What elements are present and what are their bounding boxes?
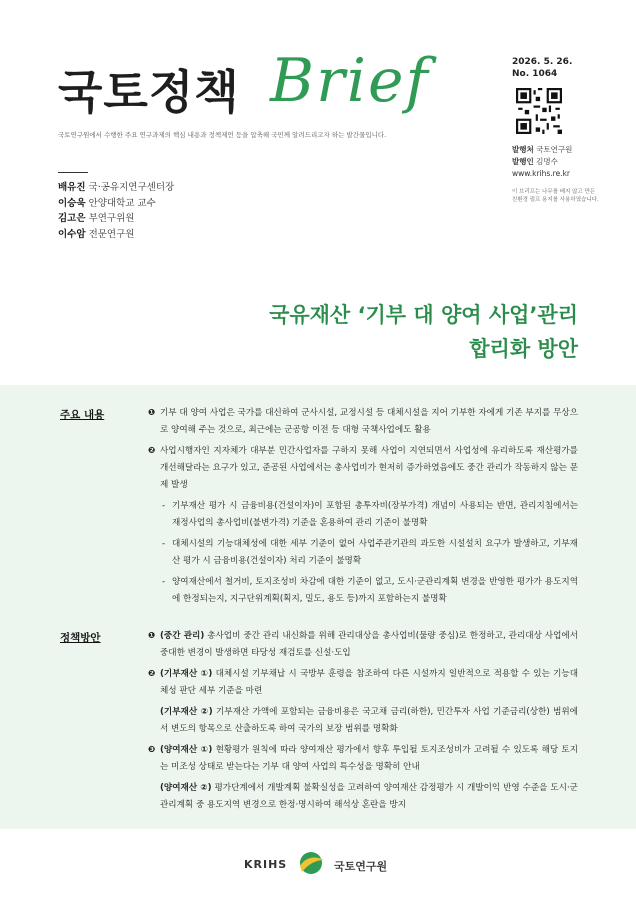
item-text: 총사업비 중간 관리 내신화를 위해 관리대상을 총사업비(물량 중심)로 한정하고, 관리대상 사업에서 중대한 변경이 발생하면 타당성 재검토를 신설·도입 (160, 631, 579, 658)
subitem-text: 기부재산 평가 시 금융비용(건설이자)이 포함된 총투자비(장부가격) 개념이 사용되는 반면, 관리지침에서는 재정사업의 총사업비(불변가격) 기준을 혼용하여 관리 기준이 불명확 (172, 501, 578, 528)
publisher-name: 국토연구원 (536, 145, 573, 154)
publisher-info (512, 144, 572, 180)
issue-date: 2026. 5. 26. (512, 57, 573, 67)
author-item (58, 196, 174, 212)
author-item (58, 180, 174, 196)
policy-item-3 (148, 742, 578, 776)
item-text: 현황평가 원칙에 따라 양여재산 평가에서 향후 투입될 토지조성비가 고려될 수 있도록 해당 토지는 미조성 상태로 받는다는 기부 대 양여 사업의 특수성을 명확히 안내 (160, 745, 579, 772)
policy-label: 정책방안 (60, 632, 101, 644)
issue-info (512, 56, 572, 80)
item-number: ❶ (148, 631, 156, 641)
author-item (58, 211, 174, 227)
masthead (58, 46, 458, 132)
key-subitem-1 (148, 498, 578, 532)
document-title (269, 298, 578, 366)
policy-body (148, 628, 578, 818)
issuer-label: 발행인 (512, 157, 534, 166)
qr-code-icon[interactable] (516, 88, 562, 134)
item-heading: (양여재산 ②) (160, 783, 212, 793)
dash-marker: - (162, 501, 166, 511)
title-line-1: 국유재산 ‘기부 대 양여 사업’관리 (269, 303, 578, 327)
summary-box (0, 385, 636, 829)
author-role: 안양대학교 교수 (88, 197, 156, 209)
issuer-name: 김명수 (536, 157, 558, 166)
krihs-logo-icon (296, 850, 326, 876)
policy-item-2b (148, 704, 578, 738)
item-text: 평가단계에서 개발계획 불확실성을 고려하여 양여재산 감정평가 시 개발이익 반영 수준을 도시·군관리계획 중 용도지역 변경으로 한정·명시하여 해석상 혼란을 방지 (160, 783, 578, 810)
item-text: 기부재산 가액에 포함되는 금융비용은 국고채 금리(하한), 민간투자 사업 기준금리(상한) 범위에서 변도의 항목으로 산출하도록 하여 국가의 보장 범위를 명확화 (160, 707, 578, 734)
item-heading: (중간 관리) (160, 631, 205, 641)
brand-en: KRIHS (244, 858, 288, 871)
author-name: 김고은 (58, 213, 86, 224)
website-link[interactable]: www.krihs.re.kr (512, 169, 570, 178)
author-name: 배유진 (58, 182, 86, 193)
key-item-1 (148, 405, 578, 439)
publisher-label: 발행처 (512, 145, 534, 154)
masthead-title-kr: 국토정책 (58, 65, 240, 119)
author-role: 부연구위원 (88, 213, 135, 224)
policy-item-2 (148, 666, 578, 700)
author-role: 국·공유지연구센터장 (88, 182, 175, 193)
item-number: ❸ (148, 745, 156, 755)
subitem-text: 대체시설의 기능대체성에 대한 세부 기준이 없어 사업주관기관의 과도한 시설설치 요구가 발생하고, 기부재산 평가 시 금융비용(건설이자) 처리 기준이 불명확 (172, 539, 578, 566)
item-text: 기부 대 양여 사업은 국가를 대신하여 군사시설, 교정시설 등 대체시설을 지어 기부한 자에게 기존 부지를 무상으로 양여해 주는 것으로, 최근에는 군공항 이전 등 대형 국책사업에도 활용 (160, 408, 578, 435)
masthead-title-en: Brief (270, 46, 430, 116)
dash-marker: - (162, 577, 166, 587)
item-number: ❷ (148, 446, 156, 456)
title-line-2: 합리화 방안 (469, 337, 578, 361)
item-heading: (기부재산 ①) (160, 669, 213, 679)
item-heading: (기부재산 ②) (160, 707, 213, 717)
key-subitem-2 (148, 536, 578, 570)
item-number: ❶ (148, 408, 156, 418)
issue-number: No. 1064 (512, 69, 558, 79)
policy-item-3b (148, 780, 578, 814)
authors-divider (58, 172, 88, 173)
author-role: 전문연구원 (88, 228, 135, 240)
key-points-label: 주요 내용 (60, 409, 105, 421)
author-name: 이수암 (58, 228, 86, 240)
key-points-body (148, 405, 578, 612)
policy-item-1 (148, 628, 578, 662)
author-name: 이승욱 (58, 197, 86, 209)
masthead-description: 국토연구원에서 수행한 주요 연구과제의 핵심 내용과 정책제언 등을 압축해 국민께 알려드리고자 하는 발간물입니다. (58, 131, 387, 139)
eco-note: 이 브리프는 나무를 베지 않고 만든 친환경 펄프 용지를 사용하였습니다. (512, 189, 599, 203)
item-heading: (양여재산 ①) (160, 745, 213, 755)
dash-marker: - (162, 539, 166, 549)
key-subitem-3 (148, 574, 578, 608)
authors-list (58, 180, 174, 242)
item-number: ❷ (148, 669, 156, 679)
item-text: 대체시설 기부채납 시 국방부 훈령을 참조하여 다른 시설까지 일반적으로 적용할 수 있는 기능대체성 판단 세부 기준을 마련 (160, 669, 579, 696)
author-item (58, 227, 174, 243)
item-text: 사업시행자인 지자체가 대부분 민간사업자를 구하지 못해 사업이 지연되면서 사업성에 유리하도록 재산평가를 개선해달라는 요구가 있고, 준공된 사업에서는 총사업비가 현저히 증가하였음에도 중간 관리가 작동하지 않는 문제 발생 (160, 446, 578, 490)
key-item-2 (148, 443, 578, 494)
footer (0, 848, 636, 878)
subitem-text: 양여재산에서 철거비, 토지조성비 차감에 대한 기준이 없고, 도시·군관리계획 변경을 반영한 평가가 용도지역에 한정되는지, 지구단위계획(획지, 밀도, 용도 등)까지 포함하는지 불명확 (172, 577, 578, 604)
brand-kr: 국토연구원 (334, 860, 388, 873)
